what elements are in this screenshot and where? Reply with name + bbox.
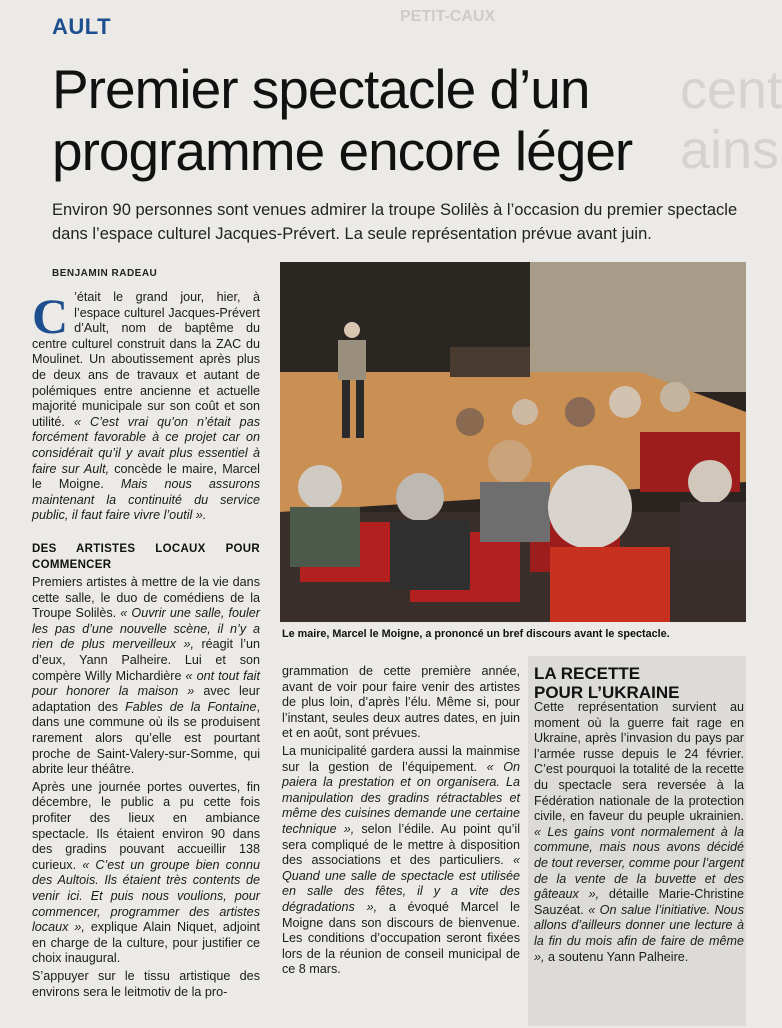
paragraph: S’appuyer sur le tissu artistique des environs sera le leitmotiv de la pro- (32, 968, 260, 999)
paragraph (282, 744, 520, 978)
paragraph (534, 700, 744, 965)
lead-paragraph: Environ 90 personnes sont venues admirer la troupe Solilès à l’occasion du premier spectacle dans l’espace culturel Jacques-Prévert. La seule représentation prévue avant juin. (52, 201, 738, 243)
sidebar-title-line: POUR L’UKRAINE (534, 683, 680, 702)
paragraph (32, 290, 260, 524)
subheading: DES ARTISTES LOCAUX POUR COMMENCER (32, 542, 260, 571)
quote: « C’est vrai qu’on n’était pas forcément favorable à ce projet car on considérait qu’il y avait plus essentiel à faire sur Ault, (32, 414, 260, 476)
drop-cap: C (32, 288, 69, 344)
text: Après une journée portes ouvertes, fin décembre, le public a pu cette fois profiter des lieux en ambiance spectacle. Ils étaient environ 90 dans des gradins pouvant accueillir 138 curieux. (32, 779, 260, 872)
text: concède le maire, Marcel le Moigne. (32, 461, 260, 492)
text: explique Alain Niquet, adjoint en charge de la culture, pour justifier ce choix inaugural. (32, 920, 261, 966)
article-photo (280, 262, 746, 622)
section-kicker: AULT (52, 14, 112, 39)
text: ’était le grand jour, hier, à l’espace culturel Jacques-Prévert d’Ault, nom de baptême du centre culturel construit dans la ZAC du Moulinet. Un aboutissement après plus de deux ans de travaux et autant de polémiques entre ancienne et actuelle majorité municipale sur son coût et son utilité. (32, 290, 260, 429)
text: selon l’édile. Au point qu’il sera compliqué de le mettre à disposition des associations et des particuliers. (282, 821, 520, 868)
sidebar-title-line: LA RECETTE (534, 664, 641, 683)
text: détaille Marie-Christine Sauzéat. (534, 887, 744, 917)
article-column-2 (282, 664, 520, 980)
photo-illustration (280, 262, 746, 622)
quote: « Ouvrir une salle, fouler les pas d’une nouvelle scène, il n’y a rien de plus merveilleux », (32, 606, 261, 652)
text: a évoqué Marcel le Moigne dans son discours de bienvenue. Les conditions d’occupation seront fixées lors de la réunion de conseil municipal de ce 8 mars. (282, 899, 520, 977)
quote: « On paiera la prestation et on organisera. La manipulation des gradins rétractables et même des cuisines demande une certaine technique », (282, 759, 520, 836)
quote: Mais nous assurons maintenant la continuité du service public, il faut faire vivre l’outil ». (32, 477, 261, 523)
photo-caption: Le maire, Marcel le Moigne, a prononcé un bref discours avant le spectacle. (282, 628, 670, 640)
text: réagit l’un d’eux, Yann Palheire. Lui et son compère Willy Michardière (32, 637, 260, 683)
text: avec leur adaptation des (32, 684, 260, 714)
text: Premiers artistes à mettre de la vie dans cette salle, le duo de comédiens de la Troupe Solilès. (32, 575, 260, 621)
quote: « Les gains vont normalement à la commune, mais nous avons décidé de tout reverser, comme pour l’argent de la vente de la buvette et des gâteaux », (534, 824, 744, 902)
paragraph (32, 575, 260, 778)
text: , dans une commune où ils se produisent rarement alors qu’elle est pourtant proche de Saint-Valery-sur-Somme, qui abrite leur théâtre. (32, 699, 260, 777)
quote: « ont tout fait pour honorer la maison » (32, 668, 260, 699)
paragraph (32, 780, 260, 967)
article-column-1 (32, 290, 260, 1002)
sidebar-text (534, 700, 744, 967)
text: Cette représentation survient au moment où la guerre fait rage en Ukraine, après l’invasion du pays par l’armée russe depuis le 24 février. C’est pourquoi la totalité de la recette du spectacle sera reversée à la Fédération nationale de la protection civile, en faveur du peuple ukrainien. (534, 700, 744, 824)
quote: « On salue l’initiative. Nous allons d’ailleurs donner une lecture à la fin du mois afin de faire de même », (534, 902, 744, 964)
quote: « C’est un groupe bien connu des Aultois. Ils étaient très contents de venir ici. Et puis nous voulions, pour commencer, programmer des artistes locaux », (32, 857, 260, 935)
text: La municipalité gardera aussi la mainmise sur la gestion de l’équipement. (282, 743, 520, 774)
bleed-through-text: PETIT-CAUX (400, 8, 496, 25)
text: a soutenu Yann Palheire. (544, 949, 689, 964)
quote: « Quand une salle de spectacle est utilisée en salle des fêtes, il y a vite des dégradations », (282, 853, 520, 914)
sidebar-title (534, 664, 744, 702)
bleed-through-text-large: cent ains (680, 60, 782, 180)
byline: BENJAMIN RADEAU (52, 268, 158, 279)
headline: Premier spectacle d’un programme encore léger (52, 58, 633, 182)
title-italic: Fables de la Fontaine (125, 699, 257, 714)
paragraph: grammation de cette première année, avant de voir pour faire venir des artistes de plus loin, d’après l’élu. Même si, pour l’instant, seules deux autres dates, en juin et en août, sont prévues. (282, 664, 520, 741)
